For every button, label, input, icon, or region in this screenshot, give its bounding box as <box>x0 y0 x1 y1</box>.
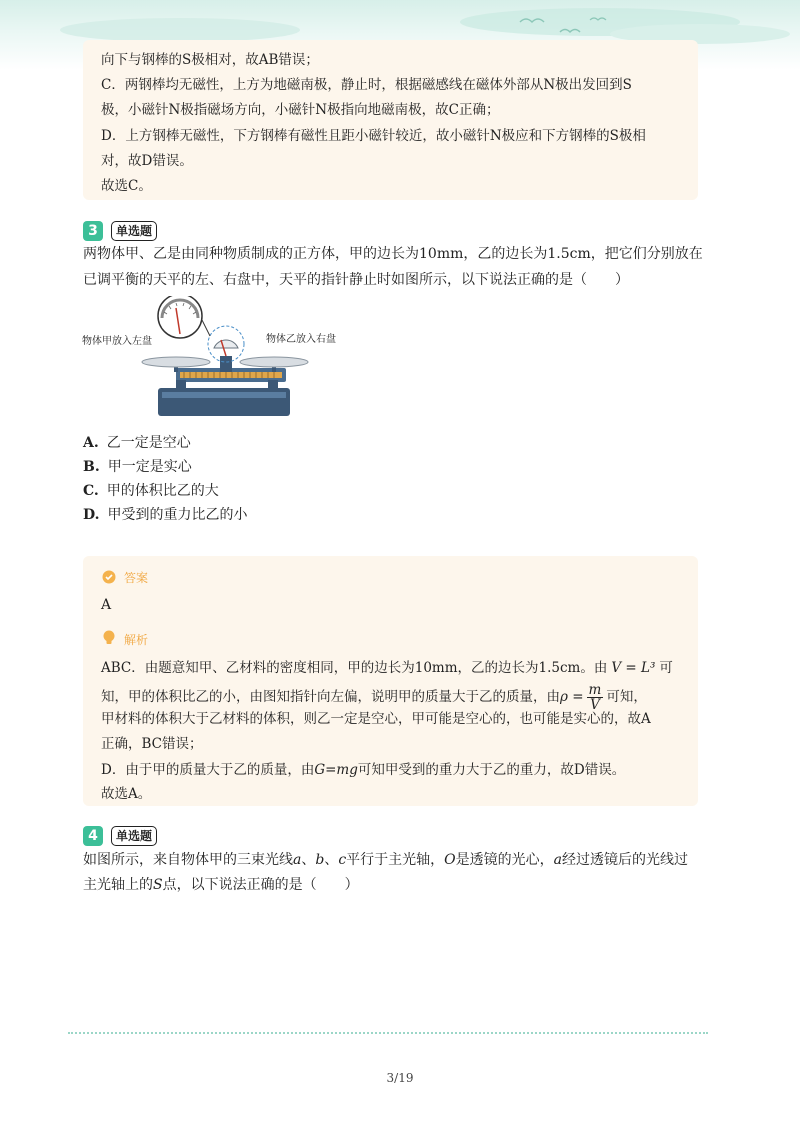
formula-volume: V = L³ <box>611 660 656 676</box>
option-key: A. <box>83 435 99 451</box>
analysis-text: D．由于甲的质量大于乙的质量，由 <box>101 762 315 778</box>
option-text: 甲的体积比乙的大 <box>106 483 219 499</box>
question-stem <box>83 875 359 895</box>
option-b[interactable] <box>83 457 192 477</box>
optical-center-o: O <box>444 852 456 868</box>
option-text: 甲受到的重力比乙的小 <box>107 507 248 523</box>
answer-value: A <box>101 597 112 613</box>
footer-divider <box>68 1032 708 1034</box>
ray-b: b <box>315 852 325 868</box>
analysis-text: 可知甲受到的重力大于乙的重力，故D错误。 <box>357 762 626 778</box>
solution-line: D．上方钢棒无磁性，下方钢棒有磁性且距小磁针较近，故小磁针N极应和下方钢棒的S极相 <box>101 128 646 144</box>
option-key: D. <box>83 507 100 523</box>
question-type-tag: 单选题 <box>111 826 157 846</box>
stem-text: 、 <box>324 852 339 868</box>
answer-label: 答案 <box>124 571 149 585</box>
question-type-tag: 单选题 <box>111 221 157 241</box>
stem-text: 平行于主光轴， <box>346 852 445 868</box>
ray-a: a <box>553 852 563 868</box>
stem-text: 是透镜的光心， <box>455 852 554 868</box>
solution-line: 向下与钢棒的S极相对，故AB错误； <box>101 52 319 68</box>
stem-text: 点，以下说法正确的是（ ） <box>162 877 359 893</box>
question-stem: 已调平衡的天平的左、右盘中，天平的指针静止时如图所示，以下说法正确的是（ ） <box>83 272 629 288</box>
option-text: 甲一定是实心 <box>107 459 192 475</box>
analysis-text: ABC．由题意知甲、乙材料的密度相同，甲的边长为10mm，乙的边长为1.5cm。由 <box>101 660 608 676</box>
fraction-numerator: m <box>588 682 602 698</box>
stem-text: 如图所示，来自物体甲的三束光线 <box>83 852 293 868</box>
analysis-line: 故选A。 <box>101 786 152 802</box>
fraction <box>587 683 604 712</box>
question-number-badge: 4 <box>83 826 103 846</box>
page-number: 3/19 <box>386 1071 414 1085</box>
check-badge-icon <box>102 569 116 588</box>
option-d[interactable] <box>83 505 248 525</box>
analysis-line <box>101 658 673 678</box>
option-text: 乙一定是空心 <box>106 435 191 451</box>
analysis-text: 可 <box>659 660 673 676</box>
option-key: C. <box>83 483 99 499</box>
left-pan-label: 物体甲放入左盘 <box>82 336 152 347</box>
analysis-line <box>101 683 647 712</box>
analysis-text: 知，甲的体积比乙的小，由图知指针向左偏，说明甲的质量大于乙的质量，由 <box>101 689 560 705</box>
question-stem <box>83 850 688 870</box>
analysis-line <box>101 760 625 780</box>
formula-gravity: G=mg <box>314 762 358 778</box>
stem-text: 主光轴上的 <box>83 877 153 893</box>
option-a[interactable] <box>83 433 191 453</box>
lightbulb-icon <box>102 630 116 650</box>
solution-line: 故选C。 <box>101 178 152 194</box>
analysis-text: 可知， <box>606 689 647 705</box>
solution-line: 极，小磁针N极指磁场方向，小磁针N极指向地磁南极，故C正确； <box>101 102 500 118</box>
stem-text: 经过透镜后的光线过 <box>562 852 689 868</box>
stem-text: 、 <box>301 852 316 868</box>
option-c[interactable] <box>83 481 219 501</box>
analysis-label: 解析 <box>124 633 149 647</box>
option-key: B. <box>83 459 100 475</box>
analysis-line: 甲材料的体积大于乙材料的体积，则乙一定是空心，甲可能是空心的，也可能是实心的，故A <box>101 711 651 727</box>
ray-a: a <box>293 852 302 868</box>
ray-c: c <box>338 852 347 868</box>
fraction-denominator: V <box>590 697 600 713</box>
point-s: S <box>153 877 163 893</box>
analysis-line: 正确，BC错误； <box>101 736 203 752</box>
question-number-badge: 3 <box>83 221 103 241</box>
solution-line: 对，故D错误。 <box>101 153 193 169</box>
question-stem: 两物体甲、乙是由同种物质制成的正方体，甲的边长为10mm，乙的边长为1.5cm，把它们分别放在 <box>83 246 703 262</box>
right-pan-label: 物体乙放入右盘 <box>266 334 336 345</box>
solution-line: C．两钢棒均无磁性，上方为地磁南极，静止时，根据磁感线在磁体外部从N极出发回到S <box>101 77 632 93</box>
balance-illustration <box>80 296 350 421</box>
balance-figure <box>80 296 350 421</box>
formula-density: ρ = <box>560 689 584 705</box>
